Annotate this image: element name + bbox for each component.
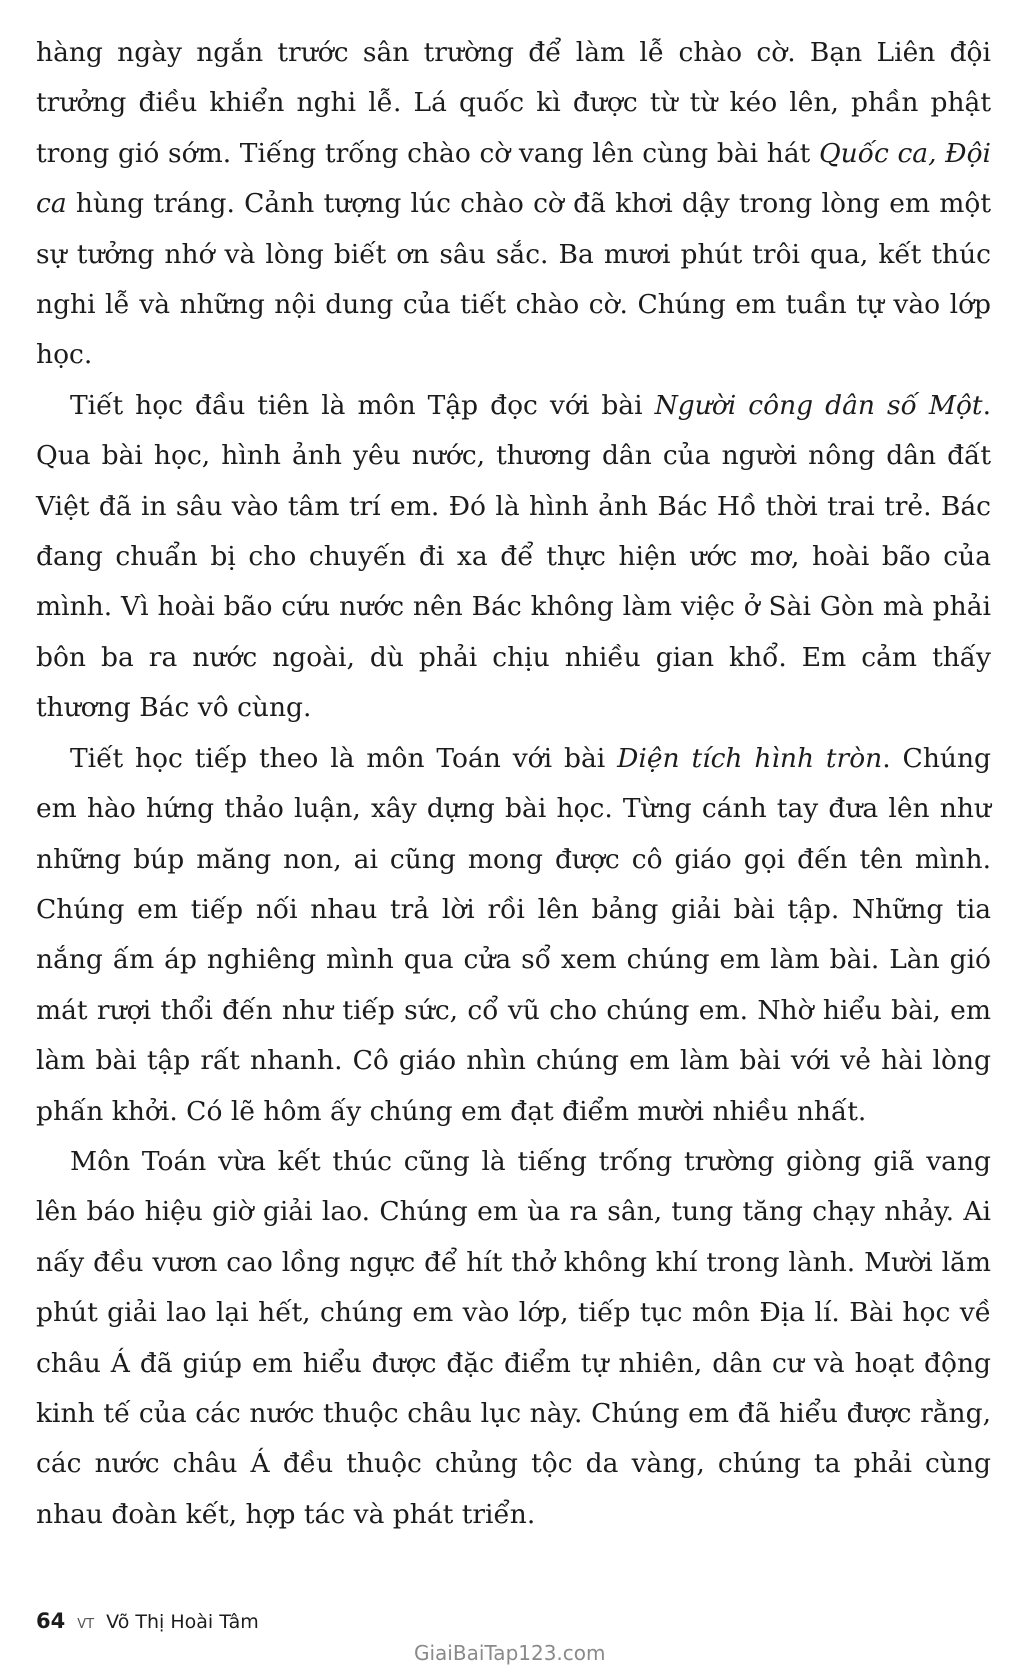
paragraph-2-text-1: Tiết học đầu tiên là môn Tập đọc với bài [70, 389, 655, 421]
paragraph-2-italic-title: Người công dân số Một [654, 389, 983, 421]
paragraph-4 [36, 1137, 991, 1540]
page-number: 64 [36, 1609, 66, 1633]
paragraph-2-text-2: . Qua bài học, hình ảnh yêu nước, thương dân của người nông dân đất Việt đã in sâu vào tâm trí em. Đó là hình ảnh Bác Hồ thời trai trẻ. Bác đang chuẩn bị cho chuyến đi xa để thực hiện ước mơ, hoài bão của mình. Vì hoài bão cứu nước nên Bác không làm việc ở Sài Gòn mà phải bôn ba ra nước ngoài, dù phải chịu nhiều gian khổ. Em cảm thấy thương Bác vô cùng. [36, 389, 991, 724]
paragraph-1-text-1: hàng ngày ngắn trước sân trường để làm lễ chào cờ. Bạn Liên đội trưởng điều khiển nghi lễ. Lá quốc kì được từ từ kéo lên, phần phật trong gió sớm. Tiếng trống chào cờ vang lên cùng bài hát [36, 37, 991, 169]
document-page [36, 28, 991, 1540]
paragraph-3 [36, 734, 991, 1137]
paragraph-2 [36, 381, 991, 734]
footer-mark: VT [77, 1617, 95, 1632]
paragraph-1-italic-title: Quốc ca, Đội ca [36, 137, 992, 220]
paragraph-1-text-2: hùng tráng. Cảnh tượng lúc chào cờ đã khơi dậy trong lòng em một sự tưởng nhớ và lòng biết ơn sâu sắc. Ba mươi phút trôi qua, kết thúc nghi lễ và những nội dung của tiết chào cờ. Chúng em tuần tự vào lớp học. [36, 188, 991, 371]
paragraph-1 [36, 28, 991, 381]
footer-author: Võ Thị Hoài Tâm [106, 1611, 259, 1633]
paragraph-4-text-1: Môn Toán vừa kết thúc cũng là tiếng trống trường giòng giã vang lên báo hiệu giờ giải lao. Chúng em ùa ra sân, tung tăng chạy nhảy. Ai nấy đều vươn cao lồng ngực để hít thở không khí trong lành. Mười lăm phút giải lao lại hết, chúng em vào lớp, tiếp tục môn Địa lí. Bài học về châu Á đã giúp em hiểu được đặc điểm tự nhiên, dân cư và hoạt động kinh tế của các nước thuộc châu lục này. Chúng em đã hiểu được rằng, các nước châu Á đều thuộc chủng tộc da vàng, chúng ta phải cùng nhau đoàn kết, hợp tác và phát triển. [36, 1145, 991, 1530]
paragraph-3-italic-title: Diện tích hình tròn [617, 742, 883, 774]
paragraph-3-text-1: Tiết học tiếp theo là môn Toán với bài [70, 742, 618, 774]
paragraph-3-text-2: . Chúng em hào hứng thảo luận, xây dựng bài học. Từng cánh tay đưa lên như những búp măng non, ai cũng mong được cô giáo gọi đến tên mình. Chúng em tiếp nối nhau trả lời rồi lên bảng giải bài tập. Những tia nắng ấm áp nghiêng mình qua cửa sổ xem chúng em làm bài. Làn gió mát rượi thổi đến như tiếp sức, cổ vũ cho chúng em. Nhờ hiểu bài, em làm bài tập rất nhanh. Cô giáo nhìn chúng em làm bài với vẻ hài lòng phấn khởi. Có lẽ hôm ấy chúng em đạt điểm mười nhiều nhất. [36, 742, 991, 1127]
watermark: GiaiBaiTap123.com [414, 1641, 606, 1665]
page-footer [36, 1609, 259, 1633]
